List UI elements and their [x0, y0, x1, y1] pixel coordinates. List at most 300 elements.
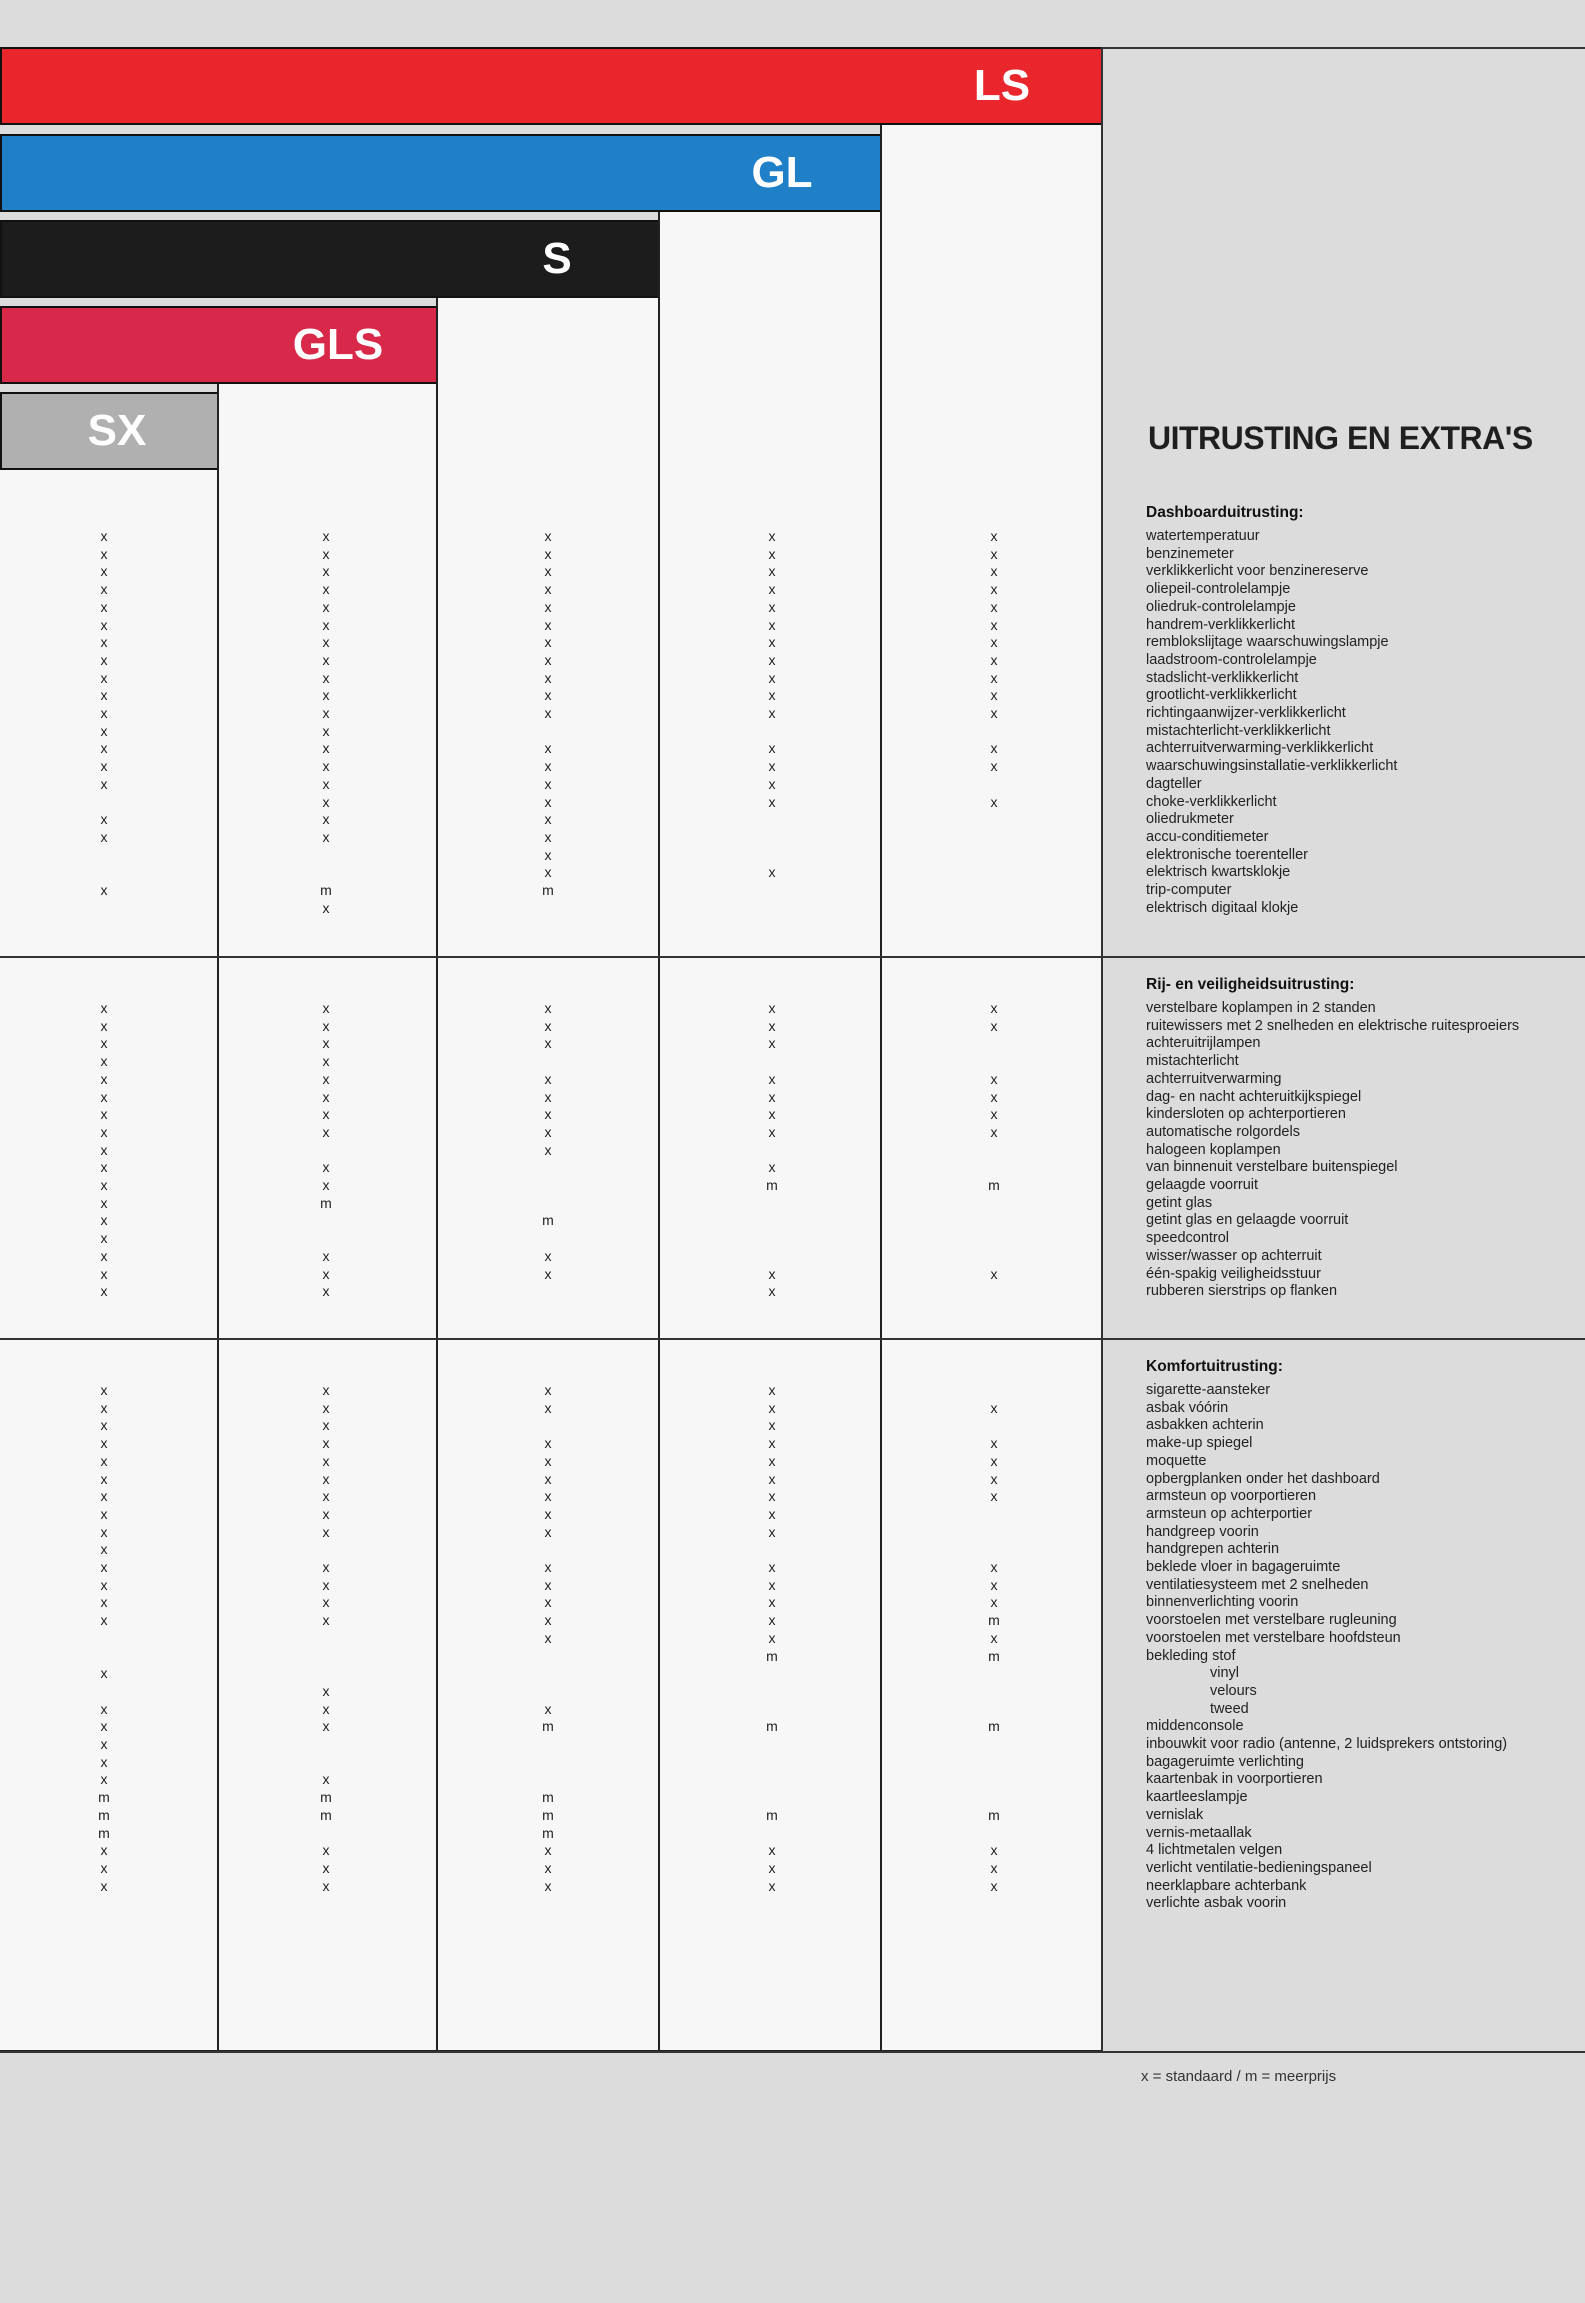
mark-gl: x: [768, 1523, 776, 1540]
mark-sx: x: [100, 581, 108, 598]
mark-s: x: [544, 651, 552, 668]
mark-sx: x: [100, 528, 108, 544]
equipment-item: verklikkerlicht voor benzinereserve: [1146, 563, 1369, 580]
mark-sx: x: [100, 598, 108, 615]
equipment-item: bekleding stof: [1146, 1647, 1236, 1664]
mark-s: x: [544, 811, 552, 828]
mark-ls: x: [990, 1070, 998, 1087]
equipment-item: ruitewissers met 2 snelheden en elektrische ruitesproeiers: [1146, 1017, 1520, 1034]
mark-gls: x: [322, 1505, 330, 1522]
mark-ls: x: [990, 1559, 998, 1575]
mark-gl: x: [768, 1576, 776, 1593]
equipment-item: kaartleeslampje: [1146, 1789, 1248, 1806]
mark-ls: x: [990, 598, 998, 615]
mark-ls: x: [990, 687, 998, 704]
model-bar-gls: [0, 306, 438, 384]
equipment-item: verlicht ventilatie-bedieningspaneel: [1146, 1859, 1372, 1876]
equipment-item: van binnenuit verstelbare buitenspiegel: [1146, 1159, 1398, 1176]
model-label-gl: GL: [751, 148, 813, 197]
mark-ls: x: [990, 1000, 998, 1016]
mark-s: x: [544, 616, 552, 633]
mark-ls: x: [990, 563, 998, 580]
mark-ls: x: [990, 793, 998, 810]
mark-sx: x: [100, 1283, 108, 1300]
section-divider: [0, 1338, 1585, 1340]
equipment-item: automatische rolgordels: [1146, 1123, 1300, 1140]
mark-gls: x: [322, 1612, 330, 1629]
mark-gl: x: [768, 545, 776, 562]
mark-gl: x: [768, 669, 776, 686]
mark-s: x: [544, 581, 552, 598]
mark-sx: x: [100, 1576, 108, 1593]
mark-sx: x: [100, 1859, 108, 1876]
equipment-item: asbakken achterin: [1146, 1417, 1264, 1434]
equipment-item: armsteun op achterportier: [1146, 1505, 1313, 1522]
mark-gls: x: [322, 616, 330, 633]
mark-s: x: [544, 1035, 552, 1052]
mark-gls: x: [322, 1247, 330, 1264]
mark-sx: x: [100, 1435, 108, 1452]
equipment-item: speedcontrol: [1146, 1230, 1230, 1247]
equipment-item: grootlicht-verklikkerlicht: [1146, 687, 1297, 704]
mark-s: x: [544, 687, 552, 704]
mark-s: x: [544, 1523, 552, 1540]
mark-gls: x: [322, 1682, 330, 1699]
equipment-item: 4 lichtmetalen velgen: [1146, 1842, 1283, 1859]
mark-s: x: [544, 1629, 552, 1646]
mark-gls: m: [320, 882, 332, 898]
mark-s: x: [544, 1594, 552, 1611]
mark-gls: x: [322, 669, 330, 686]
mark-s: x: [544, 864, 552, 881]
mark-ls: x: [990, 1106, 998, 1123]
model-label-ls: LS: [973, 61, 1031, 110]
mark-gls: x: [322, 1053, 330, 1070]
mark-sx: x: [100, 1230, 108, 1247]
equipment-item: velours: [1210, 1682, 1257, 1699]
mark-sx: x: [100, 1488, 108, 1505]
mark-gls: x: [322, 1488, 330, 1505]
mark-gl: x: [768, 563, 776, 580]
mark-gl: x: [768, 1283, 776, 1300]
mark-gl: x: [768, 793, 776, 810]
mark-ls: m: [988, 1177, 1000, 1193]
mark-gls: x: [322, 1265, 330, 1282]
mark-ls: x: [990, 1859, 998, 1876]
mark-sx: x: [100, 563, 108, 580]
mark-sx: x: [100, 1842, 108, 1859]
equipment-item: handrem-verklikkerlicht: [1146, 616, 1296, 633]
mark-gl: x: [768, 1159, 776, 1176]
mark-gls: x: [322, 1177, 330, 1193]
mark-s: x: [544, 545, 552, 562]
mark-gl: x: [768, 1629, 776, 1646]
mark-gls: x: [322, 1576, 330, 1593]
mark-sx: x: [100, 1141, 108, 1158]
table-right-border: [1101, 47, 1103, 2053]
equipment-item: vinyl: [1210, 1665, 1240, 1682]
mark-ls: x: [990, 758, 998, 775]
equipment-item: make-up spiegel: [1146, 1435, 1253, 1452]
equipment-item: oliedruk-controlelampje: [1146, 598, 1296, 615]
mark-gls: x: [322, 1435, 330, 1452]
mark-sx: x: [100, 669, 108, 686]
mark-gl: x: [768, 687, 776, 704]
mark-gl: x: [768, 758, 776, 775]
mark-s: x: [544, 528, 552, 544]
mark-gls: x: [322, 722, 330, 739]
page-title: UITRUSTING EN EXTRA'S: [1148, 420, 1533, 456]
mark-sx: x: [100, 1265, 108, 1282]
mark-gls: x: [322, 687, 330, 704]
mark-s: x: [544, 705, 552, 721]
mark-s: x: [544, 1382, 552, 1398]
mark-sx: x: [100, 1541, 108, 1558]
mark-sx: m: [98, 1806, 110, 1823]
equipment-item: laadstroom-controlelampje: [1146, 651, 1317, 668]
mark-gl: x: [768, 1842, 776, 1859]
equipment-item: sigarette-aansteker: [1146, 1382, 1271, 1398]
mark-sx: x: [100, 1159, 108, 1176]
mark-s: x: [544, 669, 552, 686]
mark-gls: x: [322, 793, 330, 810]
mark-sx: m: [98, 1789, 110, 1806]
mark-s: x: [544, 1070, 552, 1087]
mark-gl: x: [768, 581, 776, 598]
equipment-item: achterruitverwarming-verklikkerlicht: [1146, 740, 1374, 757]
mark-s: x: [544, 740, 552, 757]
mark-sx: x: [100, 1053, 108, 1070]
mark-sx: x: [100, 651, 108, 668]
mark-gls: x: [322, 740, 330, 757]
equipment-item: getint glas: [1146, 1194, 1213, 1211]
mark-gls: m: [320, 1789, 332, 1806]
mark-ls: x: [990, 581, 998, 598]
equipment-item: inbouwkit voor radio (antenne, 2 luidsprekers ontstoring): [1146, 1736, 1508, 1752]
mark-gls: x: [322, 1452, 330, 1469]
equipment-item: neerklapbare achterbank: [1146, 1877, 1307, 1894]
mark-gls: x: [322, 1088, 330, 1105]
mark-sx: x: [100, 1000, 108, 1016]
mark-ls: x: [990, 1088, 998, 1105]
mark-gl: x: [768, 1877, 776, 1894]
mark-gls: x: [322, 1523, 330, 1540]
equipment-item: stadslicht-verklikkerlicht: [1146, 669, 1299, 686]
mark-ls: x: [990, 1435, 998, 1452]
mark-gl: m: [766, 1718, 778, 1735]
mark-gls: x: [322, 1070, 330, 1087]
equipment-item: armsteun op voorportieren: [1146, 1488, 1317, 1505]
mark-gls: x: [322, 828, 330, 845]
equipment-item: choke-verklikkerlicht: [1146, 793, 1277, 810]
mark-gls: x: [322, 1877, 330, 1894]
mark-ls: x: [990, 1265, 998, 1282]
equipment-item: binnenverlichting voorin: [1146, 1594, 1299, 1611]
mark-gl: x: [768, 775, 776, 792]
mark-ls: m: [988, 1612, 1000, 1629]
mark-ls: x: [990, 740, 998, 757]
mark-s: x: [544, 1265, 552, 1282]
mark-sx: x: [100, 616, 108, 633]
mark-gls: x: [322, 651, 330, 668]
mark-s: x: [544, 1452, 552, 1469]
mark-gls: x: [322, 1123, 330, 1140]
table-bottom-line: [0, 2051, 1585, 2053]
mark-gl: m: [766, 1177, 778, 1193]
mark-sx: x: [100, 758, 108, 775]
mark-sx: x: [100, 1070, 108, 1087]
mark-s: x: [544, 1700, 552, 1717]
equipment-item: opbergplanken onder het dashboard: [1146, 1470, 1380, 1487]
mark-gl: x: [768, 651, 776, 668]
mark-gl: x: [768, 1612, 776, 1629]
mark-s: x: [544, 758, 552, 775]
mark-gl: x: [768, 1035, 776, 1052]
mark-sx: x: [100, 1106, 108, 1123]
mark-s: x: [544, 563, 552, 580]
mark-ls: m: [988, 1806, 1000, 1823]
equipment-item: accu-conditiemeter: [1146, 828, 1269, 845]
mark-gl: x: [768, 1070, 776, 1087]
mark-gl: m: [766, 1647, 778, 1664]
mark-sx: x: [100, 722, 108, 739]
mark-gls: x: [322, 1842, 330, 1859]
equipment-item: waarschuwingsinstallatie-verklikkerlicht: [1146, 758, 1398, 775]
mark-sx: x: [100, 1123, 108, 1140]
mark-sx: x: [100, 1470, 108, 1487]
mark-ls: m: [988, 1718, 1000, 1735]
mark-s: m: [542, 1824, 554, 1841]
mark-s: m: [542, 1718, 554, 1735]
mark-gls: x: [322, 1283, 330, 1300]
equipment-item: beklede vloer in bagageruimte: [1146, 1559, 1341, 1575]
mark-s: x: [544, 1088, 552, 1105]
equipment-item: elektronische toerenteller: [1146, 846, 1309, 863]
mark-sx: x: [100, 1736, 108, 1752]
mark-sx: x: [100, 1665, 108, 1682]
mark-s: x: [544, 634, 552, 651]
mark-s: x: [544, 1505, 552, 1522]
mark-gls: x: [322, 705, 330, 721]
equipment-item: asbak vóórin: [1146, 1399, 1229, 1416]
mark-gls: x: [322, 1859, 330, 1876]
mark-sx: x: [100, 775, 108, 792]
mark-gl: x: [768, 1123, 776, 1140]
mark-s: m: [542, 1212, 554, 1229]
mark-ls: x: [990, 1877, 998, 1894]
model-label-sx: SX: [87, 406, 147, 455]
mark-gls: x: [322, 1594, 330, 1611]
equipment-item: kindersloten op achterportieren: [1146, 1106, 1346, 1123]
equipment-item: wisser/wasser op achterruit: [1146, 1247, 1322, 1264]
mark-sx: m: [98, 1824, 110, 1841]
mark-s: x: [544, 1017, 552, 1034]
mark-sx: x: [100, 1700, 108, 1717]
mark-gl: x: [768, 864, 776, 881]
section-heading: Dashboarduitrusting:: [1146, 504, 1304, 521]
mark-gls: x: [322, 1017, 330, 1034]
mark-s: x: [544, 1559, 552, 1575]
mark-sx: x: [100, 634, 108, 651]
section-heading: Komfortuitrusting:: [1146, 1358, 1283, 1375]
mark-s: x: [544, 1842, 552, 1859]
mark-gl: x: [768, 1106, 776, 1123]
model-bar-gl: [0, 134, 882, 212]
mark-s: x: [544, 1488, 552, 1505]
mark-sx: x: [100, 1035, 108, 1052]
equipment-item: remblokslijtage waarschuwingslampje: [1146, 634, 1389, 651]
mark-sx: x: [100, 545, 108, 562]
model-label-gls: GLS: [292, 320, 384, 369]
equipment-item: verstelbare koplampen in 2 standen: [1146, 1000, 1376, 1016]
equipment-item: trip-computer: [1146, 882, 1232, 898]
mark-sx: x: [100, 1452, 108, 1469]
top-line: [1101, 47, 1585, 49]
mark-gl: x: [768, 1017, 776, 1034]
mark-gl: x: [768, 1452, 776, 1469]
mark-ls: x: [990, 616, 998, 633]
mark-sx: x: [100, 1523, 108, 1540]
mark-sx: x: [100, 882, 108, 898]
equipment-item: ventilatiesysteem met 2 snelheden: [1146, 1576, 1369, 1593]
mark-gls: x: [322, 563, 330, 580]
mark-s: x: [544, 1612, 552, 1629]
equipment-item: mistachterlicht-verklikkerlicht: [1146, 722, 1331, 739]
mark-ls: x: [990, 1123, 998, 1140]
mark-gl: x: [768, 1505, 776, 1522]
mark-sx: x: [100, 1718, 108, 1735]
mark-gls: m: [320, 1806, 332, 1823]
mark-gl: x: [768, 1470, 776, 1487]
mark-ls: x: [990, 705, 998, 721]
mark-s: x: [544, 846, 552, 863]
equipment-item: dagteller: [1146, 775, 1202, 792]
legend: x = standaard / m = meerprijs: [1141, 2068, 1337, 2085]
mark-gl: x: [768, 1594, 776, 1611]
mark-s: x: [544, 1247, 552, 1264]
equipment-item: elektrisch kwartsklokje: [1146, 864, 1291, 881]
mark-sx: x: [100, 1177, 108, 1193]
model-label-s: S: [542, 234, 572, 283]
mark-ls: x: [990, 1470, 998, 1487]
mark-gl: x: [768, 634, 776, 651]
mark-gls: x: [322, 1417, 330, 1434]
mark-sx: x: [100, 1247, 108, 1264]
mark-s: x: [544, 598, 552, 615]
equipment-item: achteruitrijlampen: [1146, 1035, 1261, 1052]
equipment-item: voorstoelen met verstelbare hoofdsteun: [1146, 1629, 1401, 1646]
mark-gl: m: [766, 1806, 778, 1823]
mark-ls: x: [990, 1399, 998, 1416]
mark-ls: x: [990, 1842, 998, 1859]
mark-s: x: [544, 1576, 552, 1593]
mark-gls: x: [322, 598, 330, 615]
section-heading: Rij- en veiligheidsuitrusting:: [1146, 976, 1355, 993]
mark-gl: x: [768, 1435, 776, 1452]
mark-gls: x: [322, 1399, 330, 1416]
mark-ls: x: [990, 651, 998, 668]
equipment-item: mistachterlicht: [1146, 1053, 1239, 1070]
mark-s: x: [544, 1859, 552, 1876]
mark-ls: x: [990, 669, 998, 686]
mark-ls: x: [990, 1629, 998, 1646]
mark-gl: x: [768, 740, 776, 757]
equipment-item: handgreep voorin: [1146, 1523, 1259, 1540]
mark-gls: x: [322, 1700, 330, 1717]
mark-gl: x: [768, 705, 776, 721]
mark-ls: x: [990, 1576, 998, 1593]
mark-s: x: [544, 1435, 552, 1452]
mark-sx: x: [100, 811, 108, 828]
equipment-item: kaartenbak in voorportieren: [1146, 1771, 1323, 1788]
equipment-item: oliepeil-controlelampje: [1146, 581, 1291, 598]
mark-sx: x: [100, 1505, 108, 1522]
equipment-item: getint glas en gelaagde voorruit: [1146, 1212, 1349, 1229]
mark-gls: x: [322, 1035, 330, 1052]
equipment-item: middenconsole: [1146, 1718, 1244, 1735]
equipment-item: watertemperatuur: [1146, 528, 1260, 544]
mark-gls: x: [322, 1771, 330, 1788]
equipment-item: handgrepen achterin: [1146, 1541, 1280, 1558]
mark-sx: x: [100, 1877, 108, 1894]
mark-sx: x: [100, 1382, 108, 1398]
mark-s: x: [544, 1877, 552, 1894]
mark-sx: x: [100, 828, 108, 845]
mark-sx: x: [100, 1417, 108, 1434]
mark-s: x: [544, 1106, 552, 1123]
mark-sx: x: [100, 687, 108, 704]
mark-sx: x: [100, 1088, 108, 1105]
mark-s: x: [544, 1141, 552, 1158]
equipment-item: tweed: [1210, 1700, 1249, 1717]
equipment-item: bagageruimte verlichting: [1146, 1753, 1304, 1770]
mark-sx: x: [100, 1399, 108, 1416]
equipment-item: elektrisch digitaal klokje: [1146, 899, 1299, 916]
mark-gls: x: [322, 528, 330, 544]
mark-s: m: [542, 1806, 554, 1823]
mark-sx: x: [100, 1017, 108, 1034]
equipment-item: vernis-metaallak: [1146, 1824, 1252, 1841]
mark-gls: x: [322, 899, 330, 916]
mark-gls: x: [322, 1159, 330, 1176]
mark-gls: x: [322, 634, 330, 651]
mark-gls: x: [322, 545, 330, 562]
mark-sx: x: [100, 1212, 108, 1229]
equipment-item: vernislak: [1146, 1806, 1204, 1823]
mark-s: x: [544, 775, 552, 792]
mark-s: x: [544, 1470, 552, 1487]
mark-gls: x: [322, 1000, 330, 1016]
mark-gls: x: [322, 1718, 330, 1735]
mark-ls: x: [990, 1452, 998, 1469]
section-divider: [0, 956, 1585, 958]
mark-sx: x: [100, 1771, 108, 1788]
mark-gl: x: [768, 1488, 776, 1505]
mark-ls: x: [990, 1488, 998, 1505]
mark-gl: x: [768, 1000, 776, 1016]
mark-gl: x: [768, 616, 776, 633]
mark-s: x: [544, 1123, 552, 1140]
equipment-item: gelaagde voorruit: [1146, 1177, 1259, 1193]
mark-gl: x: [768, 1417, 776, 1434]
mark-sx: x: [100, 1612, 108, 1629]
mark-gls: x: [322, 1470, 330, 1487]
equipment-item: moquette: [1146, 1452, 1207, 1469]
mark-s: x: [544, 828, 552, 845]
equipment-item: verlichte asbak voorin: [1146, 1895, 1287, 1912]
equipment-item: één-spakig veiligheidsstuur: [1146, 1265, 1321, 1282]
mark-gls: x: [322, 1106, 330, 1123]
